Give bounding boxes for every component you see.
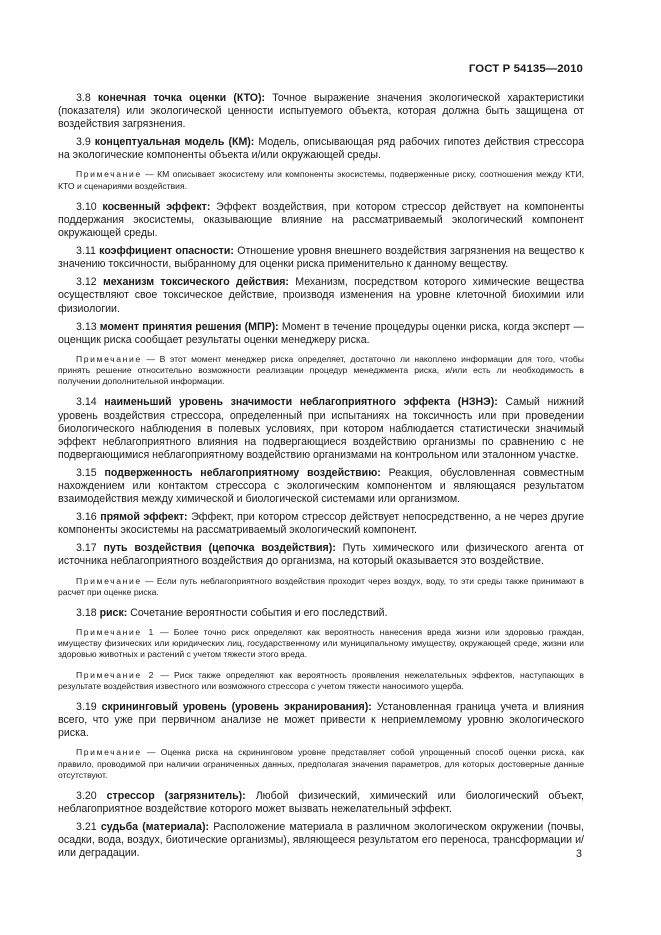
entry-3-14 — [58, 396, 584, 461]
entry-definition: Любой физический, химический или биологический объект, неблагоприятное воздействие которого может вызвать нежелательный эффект. — [58, 789, 584, 816]
entry-definition: Модель, описывающая ряд рабочих гипотез действия стрессора на экологические компоненты объекта и/или окружающей среды. — [58, 136, 584, 162]
entry-definition: Реакция, обусловленная совместным нахождением или контактом стрессора с экологическим компонентом и являющаяся результатом взаимодействия между химической и биологической системами или организмом. — [58, 466, 584, 506]
entry-3-15 — [58, 467, 584, 506]
note-label: Примечание — [76, 169, 142, 180]
note-risk-2 — [58, 670, 584, 692]
entry-term: наименьший уровень значимости неблагоприятного эффекта (НЗНЭ): — [104, 396, 498, 409]
entry-3-10 — [58, 201, 584, 240]
page-number: 3 — [576, 848, 582, 860]
note-risk-1 — [58, 627, 584, 661]
entry-definition: Момент в течение процедуры оценки риска, когда эксперт — оценщик риска сообщает результаты оценки менеджеру риска. — [58, 320, 584, 346]
entry-number: 3.20 — [76, 789, 97, 802]
entry-number: 3.11 — [76, 245, 96, 258]
note-screening — [58, 747, 584, 781]
entry-term: концептуальная модель (КМ): — [94, 136, 255, 149]
entry-number: 3.13 — [76, 320, 97, 333]
entry-definition: Самый нижний уровень воздействия стрессора, определенный при испытаниях на токсичность или при проведении биологического наблюдения в полевых условиях, при котором наблюдается статистически значимый эффект неблагоприятного влияния на подвергающиеся воздействию организмы по сравнению с не подвергающимися неблагоприятному воздействию организмами на контрольном или эталонном участке. — [58, 396, 584, 461]
note-text: — Оценка риска на скрининговом уровне представляет собой упрощенный способ оценки риска, как правило, проводимой при наличии ограниченных данных, предполагая значения параметров, для которых достоверные данные отсутствуют. — [58, 747, 584, 780]
standard-header: ГОСТ Р 54135—2010 — [468, 63, 583, 75]
entry-term: прямой эффект: — [100, 511, 188, 524]
entry-3-13 — [58, 321, 584, 347]
note-label: Примечание — [76, 747, 142, 758]
entry-3-21 — [58, 821, 584, 860]
entry-3-19 — [58, 701, 584, 740]
entry-term: судьба (материала): — [100, 821, 210, 834]
entry-number: 3.18 — [76, 606, 97, 619]
note-km — [58, 169, 584, 191]
entry-number: 3.14 — [76, 396, 97, 409]
entry-number: 3.9 — [76, 136, 91, 149]
entry-number: 3.8 — [76, 92, 91, 104]
entry-term: механизм токсического действия: — [102, 276, 289, 289]
entry-number: 3.21 — [76, 821, 97, 834]
note-label: Примечание 2 — [76, 669, 155, 680]
entry-3-20 — [58, 790, 584, 816]
entry-definition: Эффект воздействия, при котором стрессор действует на компоненты поддержания экосистемы, оказывающие влияние на рассматриваемый экологический компонент окружающей среды. — [58, 200, 584, 240]
note-text: — В этот момент менеджер риска определяет, достаточно ли накоплено информации для того, чтобы принять решение относительно возможности реализации процедур менеджмента риска, и/или есть ли необходимость в получении дополнительной информации. — [58, 353, 584, 387]
entry-definition: Точное выражение значения экологической характеристики (показателя) или экологической ценности испытуемого объекта, которая должна быть защищена от воздействия загрязнения. — [58, 92, 584, 131]
entry-term: путь воздействия (цепочка воздействия): — [103, 542, 336, 555]
entry-3-8 — [58, 92, 584, 131]
entry-term: подверженность неблагоприятному воздействию: — [104, 466, 381, 479]
entry-definition: Сочетание вероятности события и его последствий. — [127, 606, 388, 619]
entry-definition: Отношение уровня внешнего воздействия загрязнения на вещество к значению токсичности, выбранному для оценки риска применительно к данному веществу. — [58, 245, 584, 271]
note-text: — Если путь неблагоприятного воздействия проходит через воздух, воду, то эти среды также принимают в расчет при оценке риска. — [58, 575, 584, 597]
entry-number: 3.17 — [76, 542, 97, 555]
entry-term: скрининговый уровень (уровень экранирования): — [101, 701, 372, 714]
entry-3-11 — [58, 245, 584, 271]
entry-3-12 — [58, 276, 584, 315]
entry-number: 3.12 — [76, 276, 97, 289]
document-body — [58, 92, 584, 865]
entry-number: 3.15 — [76, 466, 97, 479]
note-label: Примечание — [76, 353, 142, 364]
entry-3-16 — [58, 511, 584, 537]
note-text: — Более точно риск определяют как вероятность нанесения вреда жизни или здоровью граждан, имуществу физических или юридических лиц, государственному или муниципальному имуществу, окружающей среде, жизни или здоровью животных и растений с учетом тяжести этого вреда. — [58, 627, 585, 660]
entry-definition: Эффект, при котором стрессор действует непосредственно, а не через другие компоненты экосистемы на рассматриваемый экологический компонент. — [58, 511, 584, 537]
note-mpr — [58, 354, 584, 388]
note-text: — Риск также определяют как вероятность проявления нежелательных эффектов, наступающих в результате воздействия известного или возможного стрессора с учетом тяжести наносимого ущерба. — [58, 669, 584, 691]
entry-term: косвенный эффект: — [102, 200, 211, 213]
note-label: Примечание — [76, 575, 142, 586]
entry-number: 3.19 — [76, 701, 97, 714]
entry-definition: Расположение материала в различном экологическом окружении (почвы, осадки, вода, воздух, биотические организмы), являющееся результатом его переноса, трансформации и/или деградации. — [58, 821, 584, 860]
entry-definition: Механизм, посредством которого химические вещества осуществляют свое токсическое действие, производя изменения на уровне клеточной биохимии или физиологии. — [58, 276, 584, 315]
entry-number: 3.10 — [76, 200, 97, 213]
entry-definition: Установленная граница учета и влияния всего, что уже при первичном анализе не может привести к неприемлемому уровню экологического риска. — [58, 701, 584, 740]
entry-term: конечная точка оценки (КТО): — [97, 92, 266, 104]
entry-number: 3.16 — [76, 511, 97, 524]
note-path — [58, 576, 584, 598]
note-text: — КМ описывает экосистему или компоненты экосистемы, подверженные риску, соотношения между КТИ, КТО и сценариями воздействия. — [58, 169, 584, 191]
note-label: Примечание 1 — [76, 627, 155, 638]
entry-3-17 — [58, 542, 584, 568]
entry-3-18 — [58, 607, 584, 620]
entry-term: стрессор (загрязнитель): — [106, 789, 246, 802]
entry-term: риск: — [99, 606, 128, 619]
entry-term: коэффициент опасности: — [99, 245, 234, 258]
entry-3-9 — [58, 136, 584, 162]
entry-term: момент принятия решения (МПР): — [99, 320, 279, 333]
entry-definition: Путь химического или физического агента от источника неблагоприятного воздействия до организма, на который оказывается это воздействие. — [58, 542, 584, 568]
